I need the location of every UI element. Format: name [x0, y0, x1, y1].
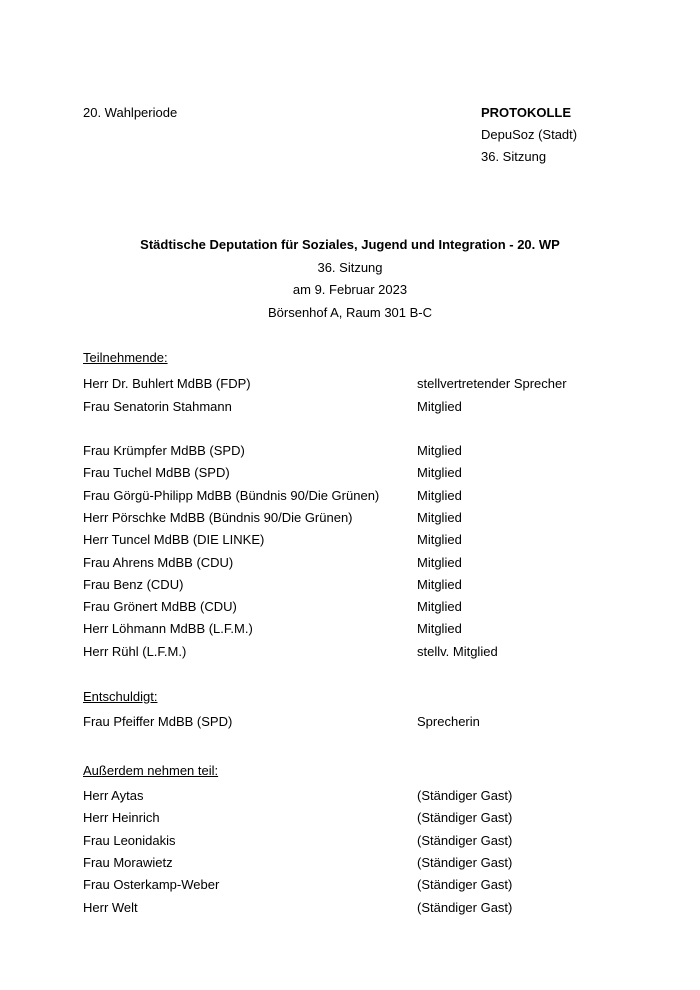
guest-name: Herr Heinrich — [83, 810, 160, 826]
session-number: 36. Sitzung — [317, 259, 383, 275]
guest-role: (Ständiger Gast) — [417, 810, 513, 826]
guest-name: Herr Welt — [83, 899, 138, 915]
participant-name: Herr Dr. Buhlert MdBB (FDP) — [83, 376, 251, 391]
participant-name: Frau Benz (CDU) — [83, 576, 184, 592]
participant-role: stellv. Mitglied — [417, 643, 498, 659]
title-block — [0, 237, 700, 327]
participant-role: Mitglied — [417, 532, 462, 548]
guest-row — [83, 788, 643, 806]
participant-row — [83, 621, 643, 639]
guest-role: (Ständiger Gast) — [417, 877, 513, 893]
participant-row — [83, 488, 643, 506]
participant-role: Mitglied — [417, 621, 462, 637]
session-date: am 9. Februar 2023 — [292, 282, 408, 297]
guest-name: Frau Morawietz — [83, 854, 173, 870]
legislative-period: 20. Wahlperiode — [83, 105, 178, 120]
excused-heading: Entschuldigt: — [83, 689, 158, 704]
participant-name: Frau Tuchel MdBB (SPD) — [83, 465, 230, 481]
participant-role: Mitglied — [417, 443, 462, 458]
participant-role: Mitglied — [417, 554, 462, 570]
document-type: PROTOKOLLE — [481, 105, 572, 120]
committee-title: Städtische Deputation für Soziales, Jugend und Integration - 20. WP — [140, 237, 560, 252]
participant-row — [83, 443, 643, 461]
guest-role: (Ständiger Gast) — [417, 832, 513, 848]
guest-role: (Ständiger Gast) — [417, 788, 513, 803]
excused-role: Sprecherin — [417, 714, 480, 729]
others-heading: Außerdem nehmen teil: — [83, 763, 219, 778]
committee-short-name: DepuSoz (Stadt) — [481, 127, 578, 142]
participant-row — [83, 532, 643, 550]
participant-role: Mitglied — [417, 576, 462, 592]
participant-role: Mitglied — [417, 487, 462, 503]
guest-role: (Ständiger Gast) — [417, 899, 513, 915]
participant-name: Frau Ahrens MdBB (CDU) — [83, 554, 234, 570]
session-short: 36. Sitzung — [481, 149, 547, 164]
participant-row — [83, 510, 643, 528]
participant-role: Mitglied — [417, 599, 462, 615]
participant-name: Herr Löhmann MdBB (L.F.M.) — [83, 621, 253, 637]
participant-row — [83, 555, 643, 573]
participant-name: Herr Pörschke MdBB (Bündnis 90/Die Grünen) — [83, 509, 353, 525]
participant-name: Frau Senatorin Stahmann — [83, 398, 232, 414]
guest-name: Frau Osterkamp-Weber — [83, 877, 220, 893]
participants-heading: Teilnehmende: — [83, 350, 168, 365]
guest-name: Herr Aytas — [83, 788, 144, 803]
participant-row — [83, 376, 643, 394]
participant-name: Frau Görgü-Philipp MdBB (Bündnis 90/Die Grünen) — [83, 487, 380, 503]
session-location: Börsenhof A, Raum 301 B-C — [267, 304, 433, 320]
excused-name: Frau Pfeiffer MdBB (SPD) — [83, 714, 233, 729]
participant-role: Mitglied — [417, 398, 462, 414]
guest-role: (Ständiger Gast) — [417, 854, 513, 870]
guest-row — [83, 900, 643, 918]
participant-role: Mitglied — [417, 465, 462, 481]
participant-name: Frau Krümpfer MdBB (SPD) — [83, 443, 245, 458]
participant-name: Frau Grönert MdBB (CDU) — [83, 599, 237, 615]
guest-row — [83, 877, 643, 895]
participant-row — [83, 599, 643, 617]
document-header-right — [481, 105, 577, 171]
guest-name: Frau Leonidakis — [83, 832, 176, 848]
guest-row — [83, 855, 643, 873]
participant-role: Mitglied — [417, 509, 462, 525]
guest-row — [83, 810, 643, 828]
participant-row — [83, 399, 643, 417]
participant-row — [83, 577, 643, 595]
excused-row — [83, 714, 643, 732]
participant-name: Herr Tuncel MdBB (DIE LINKE) — [83, 532, 265, 548]
participant-role: stellvertretender Sprecher — [417, 376, 567, 391]
participant-row — [83, 644, 643, 662]
guest-row — [83, 833, 643, 851]
participant-name: Herr Rühl (L.F.M.) — [83, 643, 187, 659]
participant-row — [83, 465, 643, 483]
